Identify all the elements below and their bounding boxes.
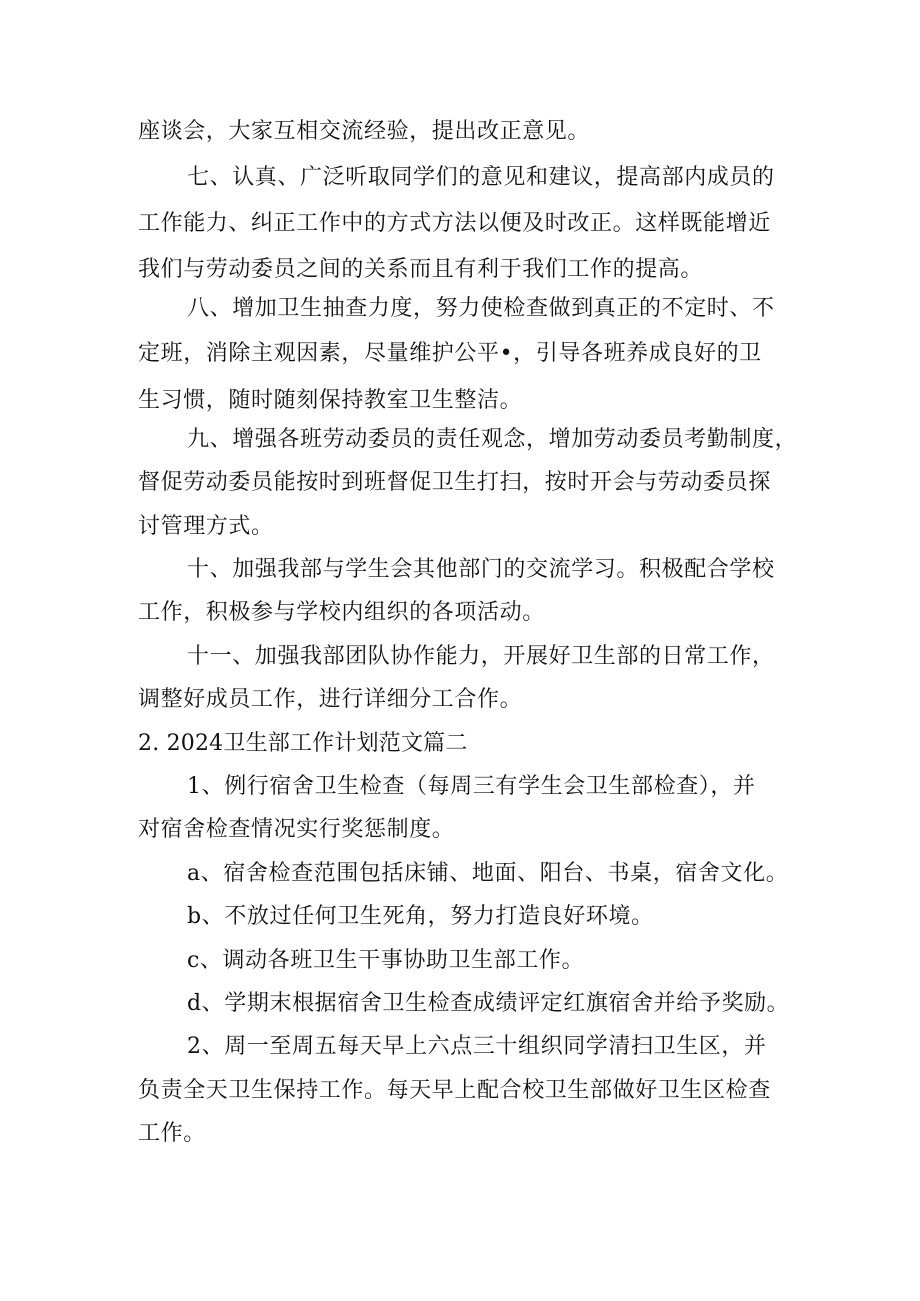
text-line: 1、例行宿舍卫生检查（每周三有学生会卫生部检查），并 — [187, 774, 756, 799]
text-line: 座谈会，大家互相交流经验，提出改正意见。 — [138, 119, 591, 144]
text-line: c、调动各班卫生干事协助卫生部工作。 — [187, 948, 585, 973]
text-line: 工作能力、纠正工作中的方式方法以便及时改正。这样既能增近 — [138, 211, 771, 236]
text-line: d、学期末根据宿舍卫生检查成绩评定红旗宿舍并给予奖励。 — [187, 991, 790, 1016]
text-line: b、不放过任何卫生死角，努力打造良好环境。 — [187, 904, 654, 929]
text-line: 定班，消除主观因素，尽量维护公平•，引导各班养成良好的卫 — [138, 341, 762, 366]
text-line: 七、认真、广泛听取同学们的意见和建议，提高部内成员的 — [187, 165, 775, 190]
text-line: 对宿舍检查情况实行奖惩制度。 — [138, 817, 455, 842]
text-line: 十一、加强我部团队协作能力，开展好卫生部的日常工作， — [187, 644, 775, 669]
section-heading: 2. 2024卫生部工作计划范文篇二 — [138, 731, 468, 756]
text-line: 负责全天卫生保持工作。每天早上配合校卫生部做好卫生区检查 — [138, 1078, 771, 1103]
text-line: 工作。 — [138, 1121, 206, 1146]
text-line: 调整好成员工作，进行详细分工合作。 — [138, 687, 523, 712]
text-line: 十、加强我部与学生会其他部门的交流学习。积极配合学校 — [187, 557, 775, 582]
text-line: 2、周一至周五每天早上六点三十组织同学清扫卫生区，并 — [187, 1034, 767, 1059]
text-line: 讨管理方式。 — [138, 514, 274, 539]
text-line: 八、增加卫生抽查力度，努力使检查做到真正的不定时、不 — [187, 296, 775, 321]
text-line: 九、增强各班劳动委员的责任观念，增加劳动委员考勤制度， — [187, 427, 798, 452]
text-line: a、宿舍检查范围包括床铺、地面、阳台、书桌，宿舍文化。 — [187, 861, 789, 886]
text-line: 我们与劳动委员之间的关系而且有利于我们工作的提高。 — [138, 257, 704, 282]
text-line: 生习惯，随时随刻保持教室卫生整洁。 — [138, 388, 523, 413]
text-line: 督促劳动委员能按时到班督促卫生打扫，按时开会与劳动委员探 — [138, 470, 771, 495]
text-line: 工作，积极参与学校内组织的各项活动。 — [138, 600, 545, 625]
